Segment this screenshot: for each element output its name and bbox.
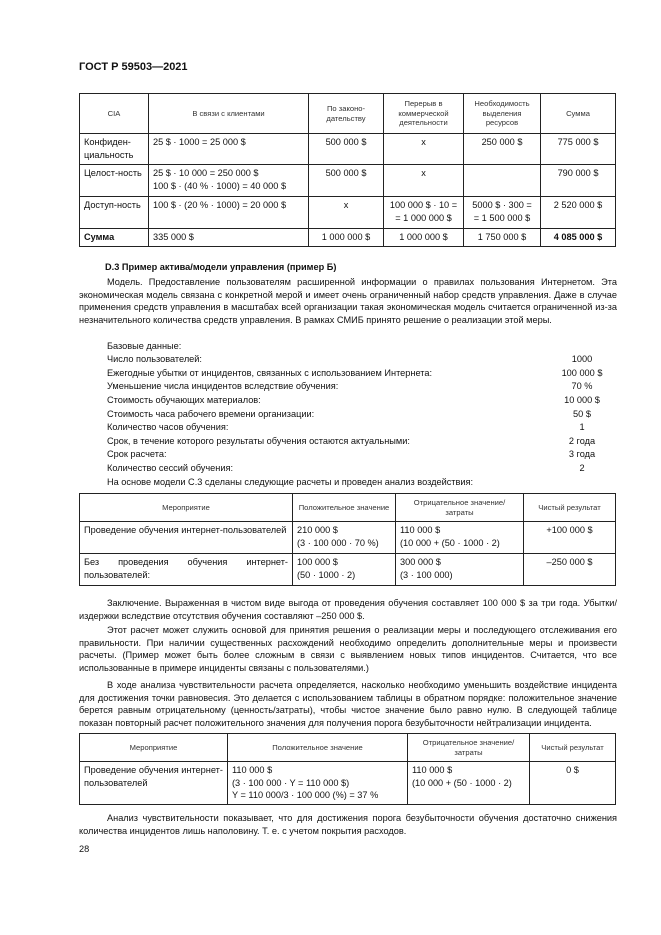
table-row xyxy=(80,554,616,586)
table-cell: 500 000 $ xyxy=(309,165,384,197)
table-cell: 25 $ · 1000 = 25 000 $ xyxy=(149,134,309,165)
table-row xyxy=(80,165,616,197)
list-item-label: Число пользователей: xyxy=(107,354,202,364)
table-cell: 5000 $ · 300 = = 1 500 000 $ xyxy=(464,197,541,229)
table-header-cell: Положительное значение xyxy=(293,494,396,522)
list-item xyxy=(107,462,617,475)
table-header-cell: Отрицательное значение/затраты xyxy=(396,494,524,522)
paragraph-model: Модель. Предоставление пользователям расширенной информации о правилах пользования Интернетом. Эта экономическая модель связана с конкретной мерой и имеет очень ограниченный набор средств управления. Даже в случае применения средств управления в масштабах всей организации такая экономическая модель считается ограниченной из-за незначительного количества средств управления. В рамках СМИБ принято решение о реализации этой меры. xyxy=(79,277,617,326)
table-header-cell: Отрицательное значение/затраты xyxy=(408,734,530,762)
paragraph-tracking: Этот расчет может служить основой для принятия решения о реализации меры и последующего отслеживания его правильности. При наличии существенных расхождений необходимо определить дополнительные меры и произвести расчеты. (Пример может быть более сложным в связи с выявлением новых типов инцидентов. Считается, что все использованные в примере инциденты связаны с пользователями.) xyxy=(79,625,617,674)
list-item-label: Стоимость обучающих материалов: xyxy=(107,395,261,405)
table-header-cell: Мероприятие xyxy=(80,494,293,522)
cost-table xyxy=(79,93,616,247)
list-item-value: 2 xyxy=(579,463,585,473)
table-cell: Конфиден-циальность xyxy=(80,134,149,165)
table-row xyxy=(80,762,616,805)
model-note: На основе модели С.3 сделаны следующие расчеты и проведен анализ воздействия: xyxy=(107,477,474,487)
table-cell: Без проведения обучения интернет-пользователей: xyxy=(80,554,293,586)
table-cell: 110 000 $ (10 000 + (50 · 1000 · 2) xyxy=(396,522,524,554)
list-item-value: 10 000 $ xyxy=(564,395,600,405)
list-item-value: 2 года xyxy=(568,436,596,446)
table-header-cell: В связи с клиентами xyxy=(149,94,309,134)
list-item-label: Срок, в течение которого результаты обучения остаются актуальными: xyxy=(107,436,410,446)
table-cell: 100 $ · (20 % · 1000) = 20 000 $ xyxy=(149,197,309,229)
table-cell: Целост-ность xyxy=(80,165,149,197)
list-item xyxy=(107,421,617,434)
table-cell: 100 000 $ (50 · 1000 · 2) xyxy=(293,554,396,586)
breakeven-table xyxy=(79,733,616,805)
list-item-label: Срок расчета: xyxy=(107,449,167,459)
table-cell: –250 000 $ xyxy=(524,554,616,586)
table-cell: 4 085 000 $ xyxy=(541,229,616,247)
table-cell: 110 000 $ (10 000 + (50 · 1000 · 2) xyxy=(408,762,530,805)
table-cell: Проведение обучения интернет-пользователей xyxy=(80,522,293,554)
table-header-cell: Перерыв в коммерческой деятельности xyxy=(384,94,464,134)
table-cell: Проведение обучения интернет-пользователей xyxy=(80,762,228,805)
list-item-value: 50 $ xyxy=(573,409,591,419)
table-cell: 300 000 $ (3 · 100 000) xyxy=(396,554,524,586)
table-cell: 1 750 000 $ xyxy=(464,229,541,247)
list-item-value: 1 xyxy=(579,422,585,432)
table-row xyxy=(80,197,616,229)
list-item xyxy=(107,367,617,380)
list-item xyxy=(107,448,617,461)
list-item-value: 100 000 $ xyxy=(561,368,603,378)
list-item xyxy=(107,353,617,366)
table-cell xyxy=(464,165,541,197)
table-header-cell: Чистый результат xyxy=(530,734,616,762)
table-header-cell: Сумма xyxy=(541,94,616,134)
table-cell: 210 000 $ (3 · 100 000 · 70 %) xyxy=(293,522,396,554)
table-cell: 250 000 $ xyxy=(464,134,541,165)
list-item-label: Уменьшение числа инцидентов вследствие обучения: xyxy=(107,381,339,391)
paragraph-conclusion: Заключение. Выраженная в чистом виде выгода от проведения обучения составляет 100 000 $ за три года. Убытки/издержки вследствие отсутствия обучения составляют –250 000 $. xyxy=(79,598,617,621)
table-cell: Доступ-ность xyxy=(80,197,149,229)
table-cell: 25 $ · 10 000 = 250 000 $ 100 $ · (40 % · 1000) = 40 000 $ xyxy=(149,165,309,197)
table-cell: 1 000 000 $ xyxy=(384,229,464,247)
table-header-cell: Положительное значение xyxy=(228,734,408,762)
table-cell: 790 000 $ xyxy=(541,165,616,197)
section-title: D.3 Пример актива/модели управления (пример Б) xyxy=(105,262,337,272)
table-row xyxy=(80,522,616,554)
table-cell: 335 000 $ xyxy=(149,229,309,247)
table-cell: 1 000 000 $ xyxy=(309,229,384,247)
table-cell: 500 000 $ xyxy=(309,134,384,165)
table-cell: 2 520 000 $ xyxy=(541,197,616,229)
table-cell: 110 000 $ (3 · 100 000 · Y = 110 000 $) Y = 110 000/3 · 100 000 (%) = 37 % xyxy=(228,762,408,805)
list-item xyxy=(107,435,617,448)
table-header-cell: Необходимость выделения ресурсов xyxy=(464,94,541,134)
table-cell: 0 $ xyxy=(530,762,616,805)
list-item-value: 3 года xyxy=(568,449,596,459)
table-cell: x xyxy=(384,165,464,197)
table-header-cell: Мероприятие xyxy=(80,734,228,762)
base-data-title: Базовые данные: xyxy=(107,341,182,351)
list-item-value: 1000 xyxy=(571,354,593,364)
list-item-label: Ежегодные убытки от инцидентов, связанных с использованием Интернета: xyxy=(107,368,433,378)
table-header-cell: CIA xyxy=(80,94,149,134)
table-header-cell: Чистый результат xyxy=(524,494,616,522)
list-item-value: 70 % xyxy=(571,381,593,391)
paragraph-analysis: Анализ чувствительности показывает, что для достижения порога безубыточности обучения достаточно снижения количества инцидентов лишь наполовину. Т. е. с учетом покрытия расходов. xyxy=(79,813,617,836)
list-item xyxy=(107,408,617,421)
page-number: 28 xyxy=(79,844,90,854)
table-row xyxy=(80,134,616,165)
list-item xyxy=(107,394,617,407)
table-cell: Сумма xyxy=(80,229,149,247)
table-cell: 775 000 $ xyxy=(541,134,616,165)
table-cell: 100 000 $ · 10 = = 1 000 000 $ xyxy=(384,197,464,229)
list-item-label: Количество сессий обучения: xyxy=(107,463,233,473)
document-header: ГОСТ Р 59503—2021 xyxy=(79,61,188,73)
impact-table xyxy=(79,493,616,586)
table-row xyxy=(80,229,616,247)
table-header-cell: По законо-дательству xyxy=(309,94,384,134)
table-cell: x xyxy=(384,134,464,165)
list-item-label: Стоимость часа рабочего времени организации: xyxy=(107,409,315,419)
table-cell: x xyxy=(309,197,384,229)
list-item xyxy=(107,380,617,393)
list-item-label: Количество часов обучения: xyxy=(107,422,229,432)
paragraph-sensitivity: В ходе анализа чувствительности расчета определяется, насколько необходимо уменьшить воздействие инцидента для достижения точки равновесия. Это делается с использованием таблицы в обратном порядке: положительное значение берется равным отрицательному (ценность/затраты), чтобы чистое значение было равно нулю. В следующей таблице показан повторный расчет положительного значения для получения порога безубыточности нейтрализации инцидента. xyxy=(79,680,617,729)
table-cell: +100 000 $ xyxy=(524,522,616,554)
